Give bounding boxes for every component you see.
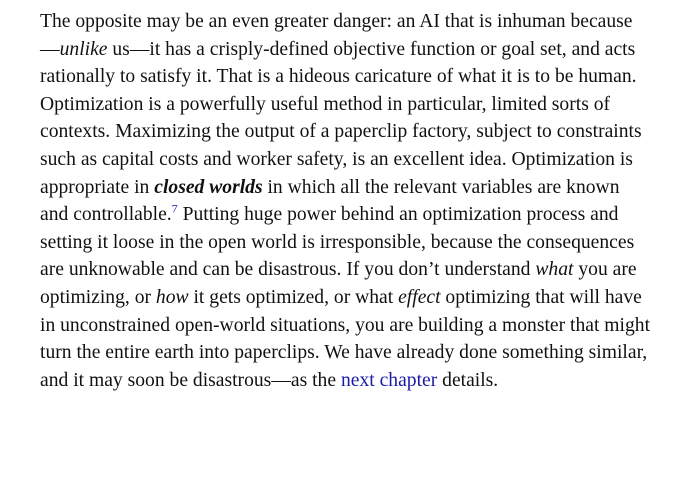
footnote-link[interactable]: 7 xyxy=(171,201,178,216)
emphasis-unlike: unlike xyxy=(59,38,108,60)
text-segment: details. xyxy=(437,369,499,391)
text-segment: in which all the relevant variables are known and controllable. xyxy=(40,176,620,226)
emphasis-closed-worlds: closed worlds xyxy=(154,176,263,198)
emphasis-how: how xyxy=(155,286,189,308)
emphasis-what: what xyxy=(535,259,574,281)
text-segment: us—it has a crisply-defined objective function or goal set, and acts rationally to satisfy it. That is a hideous caricature of what it is to be human. Optimization is a powerfully useful method in particular, limited sorts of contexts. Maximizing the output of a paperclip factory, subject to constraints such as capital costs and worker safety, is an excellent idea. Optimization is appropriate in xyxy=(40,38,642,198)
text-segment: Putting huge power behind an optimization process and setting it loose in the open world is irresponsible, because the consequences are unknowable and can be disastrous. If you don’t understand xyxy=(40,204,635,281)
body-paragraph xyxy=(40,8,652,394)
document-page xyxy=(40,8,652,394)
text-segment: optimizing that will have in unconstrained open-world situations, you are building a monster that might turn the entire earth into paperclips. We have already done something similar, and it may soon be disastrous—as the xyxy=(40,286,651,391)
emphasis-effect: effect xyxy=(398,286,441,308)
text-segment: it gets optimized, or what xyxy=(188,286,399,308)
next-chapter-link[interactable]: next chapter xyxy=(340,369,438,391)
text-segment: you are optimizing, or xyxy=(40,259,637,308)
text-segment: The opposite may be an even greater danger: an AI that is inhuman because— xyxy=(40,11,633,60)
